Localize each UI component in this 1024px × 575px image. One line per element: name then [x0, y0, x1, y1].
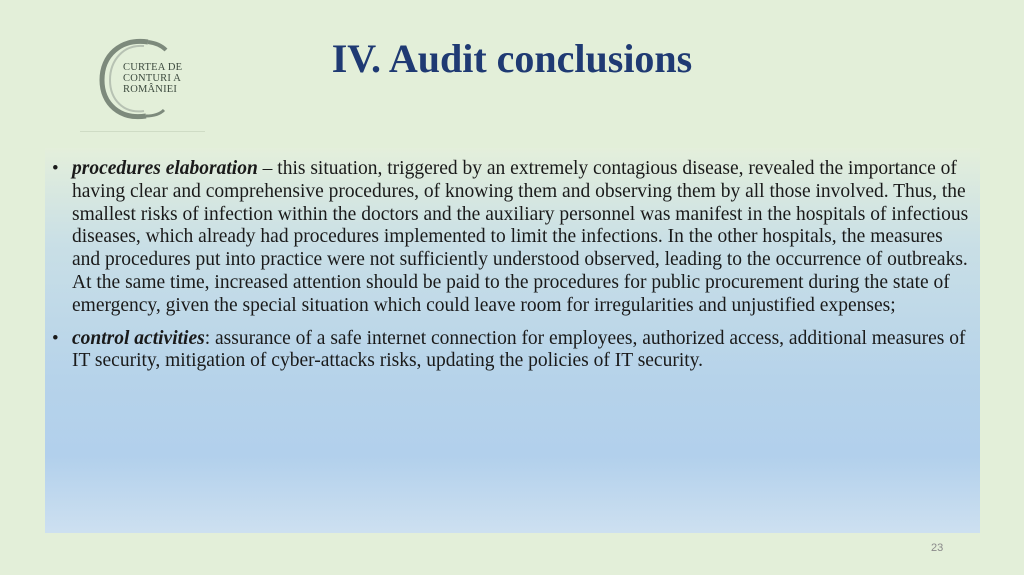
bullet-dot-icon: • [52, 327, 59, 349]
bullet-term: procedures elaboration [72, 158, 258, 179]
bullet-separator: : [204, 327, 215, 349]
bullet-text: assurance of a safe internet connection for employees, authorized access, additional measures of IT security, mitigation of cyber-attacks risks, updating the policies of IT security. [72, 327, 966, 372]
slide-title: IV. Audit conclusions [331, 36, 693, 81]
bullet-separator: – [257, 158, 278, 179]
bullet-dot-icon: • [52, 158, 59, 179]
logo-line: ROMÂNIEI [123, 84, 178, 95]
bullet-item [52, 328, 970, 374]
logo-line: CURTEA DE [123, 62, 183, 73]
bullet-term: control activities [72, 327, 205, 349]
page-number: 23 [931, 542, 944, 554]
bullet-list [52, 158, 970, 383]
bullet-text: this situation, triggered by an extremely contagious disease, revealed the importance of having clear and comprehensive procedures, of knowing them and observing them by all those involved. Thus, the smallest risks of infection within the doctors and the auxiliary personnel was manifest in the hospitals of infectious diseases, which already had procedures implemented to limit the infections. In the other hospitals, the measures and procedures put into practice were not sufficiently understood observed, leading to the occurrence of outbreaks. At the same time, increased attention should be paid to the procedures for public procurement during the state of emergency, given the special situation which could leave room for irregularities and unjustified expenses; [72, 158, 969, 316]
bullet-item [52, 158, 970, 318]
logo-line: CONTURI A [123, 73, 182, 84]
logo-divider [80, 131, 205, 132]
